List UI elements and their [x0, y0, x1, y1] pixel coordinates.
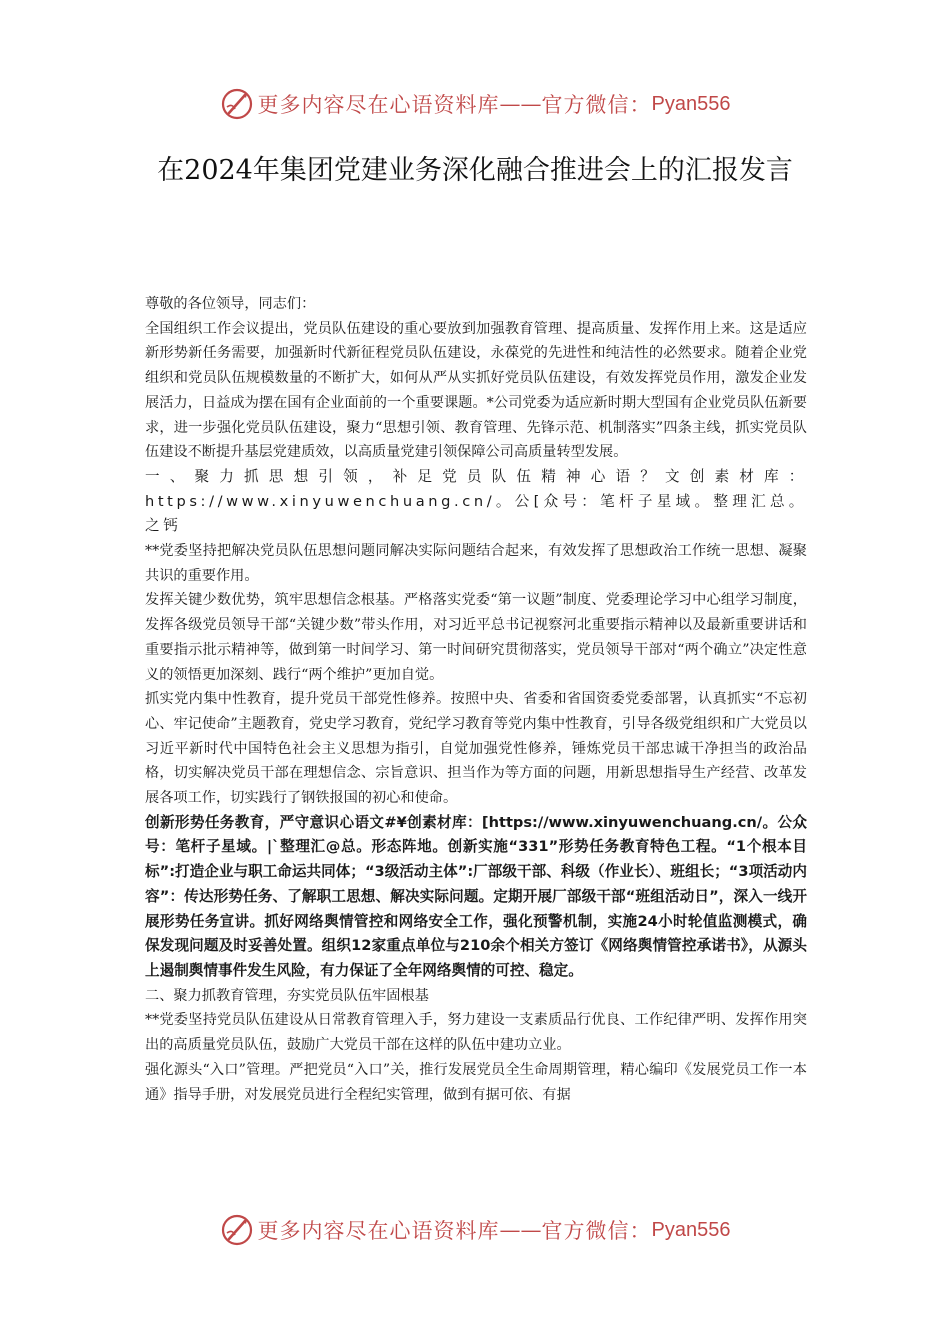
watermark-wechat-account: Pyan556 [651, 92, 731, 115]
section1-paragraph-3: 抓实党内集中性教育，提升党员干部党性修养。按照中央、省委和省国资委党委部署，认真抓实“不忘初心、牢记使命”主题教育，党史学习教育，党纪学习教育等党内集中性教育，引导各级党组织和广大党员以习近平新时代中国特色社会主义思想为指引，自觉加强党性修养，锤炼党员干部忠诚干净担当的政治品格，切实解决党员干部在理想信念、宗旨意识、担当作为等方面的问题，用新思想指导生产经营、改革发展各项工作，切实践行了钢铁报国的初心和使命。 [145, 691, 807, 807]
watermark-site-text: 更多内容尽在心语资料库 [257, 93, 500, 117]
pen-logo-icon [220, 87, 254, 121]
watermark-wechat-label: 官方微信： [541, 1219, 652, 1243]
section1-paragraph-2: 发挥关键少数优势，筑牢思想信念根基。严格落实党委“第一议题”制度、党委理论学习中心组学习制度，发挥各级党员领导干部“关键少数”带头作用，对习近平总书记视察河北重要指示精神以及最新重要讲话和重要指示批示精神等，做到第一时间学习、第一时间研究贯彻落实，党员领导干部对“两个确立”决定性意义的领悟更加深刻、践行“两个维护”更加自觉。 [145, 592, 807, 683]
pen-logo-icon [220, 1213, 254, 1247]
watermark-wechat-label: 官方微信： [541, 93, 652, 117]
section1-paragraph-1: **党委坚持把解决党员队伍思想问题同解决实际问题结合起来，有效发挥了思想政治工作统一思想、凝聚共识的重要作用。 [145, 543, 807, 584]
section2-paragraph-2: 强化源头“入口”管理。严把党员“入口”关，推行发展党员全生命周期管理，精心编印《发展党员工作一本通》指导手册，对发展党员进行全程纪实管理，做到有据可依、有据 [145, 1061, 807, 1103]
watermark-banner-bottom [0, 1210, 950, 1250]
section1-paragraph-4: 创新形势任务教育，严守意识心语文#¥创素材库：[https://www.xinyuwenchuang.cn/。公众号：笔杆子星域。|`整理汇@总。形态阵地。创新实施“331”形势任务教育特色工程。“1个根本目标”:打造企业与职工命运共同体；“3级活动主体”:厂部级干部、科级（作业长）、班组长；“3项活动内容”：传达形势任务、了解职工思想、解决实际问题。定期开展厂部级干部“班组活动日”，深入一线开展形势任务宣讲。抓好网络舆情管控和网络安全工作，强化预警机制，实施24小时轮值监测模式，确保发现问题及时妥善处置。组织12家重点单位与210余个相关方签订《网络舆情管控承诺书》，从源头上遏制舆情事件发生风险，有力保证了全年网络舆情的可控、稳定。 [145, 813, 807, 979]
watermark-banner-top [0, 84, 950, 124]
watermark-separator: —— [499, 1218, 542, 1242]
section1-heading: 一、聚力抓思想引领，补足党员队伍精神心语？文创素材库：https://www.xinyuwenchuang.cn/。公[众号：笔杆子星域。整理汇总。之钙 [145, 467, 807, 535]
greeting: 尊敬的各位领导，同志们： [145, 296, 316, 312]
watermark-separator: —— [499, 92, 542, 116]
section2-paragraph-1: **党委坚持党员队伍建设从日常教育管理入手，努力建设一支素质品行优良、工作纪律严明、发挥作用突出的高质量党员队伍，鼓励广大党员干部在这样的队伍中建功立业。 [145, 1012, 807, 1054]
document-body [145, 292, 807, 1107]
watermark-wechat-account: Pyan556 [651, 1218, 731, 1241]
section2-heading: 二、聚力抓教育管理，夯实党员队伍牢固根基 [145, 987, 429, 1004]
intro-paragraph: 全国组织工作会议提出，党员队伍建设的重心要放到加强教育管理、提高质量、发挥作用上来。这是适应新形势新任务需要，加强新时代新征程党员队伍建设，永葆党的先进性和纯洁性的必然要求。随着企业党组织和党员队伍规模数量的不断扩大，如何从严从实抓好党员队伍建设，有效发挥党员作用，激发企业发展活力，日益成为摆在国有企业面前的一个重要课题。*公司党委为适应新时期大型国有企业党员队伍新要求，进一步强化党员队伍建设，聚力“思想引领、教育管理、先锋示范、机制落实”四条主线，抓实党员队伍建设不断提升基层党建质效，以高质量党建引领保障公司高质量转型发展。 [145, 320, 807, 461]
watermark-site-text: 更多内容尽在心语资料库 [257, 1219, 500, 1243]
document-title: 在2024年集团党建业务深化融合推进会上的汇报发言 [157, 155, 793, 186]
